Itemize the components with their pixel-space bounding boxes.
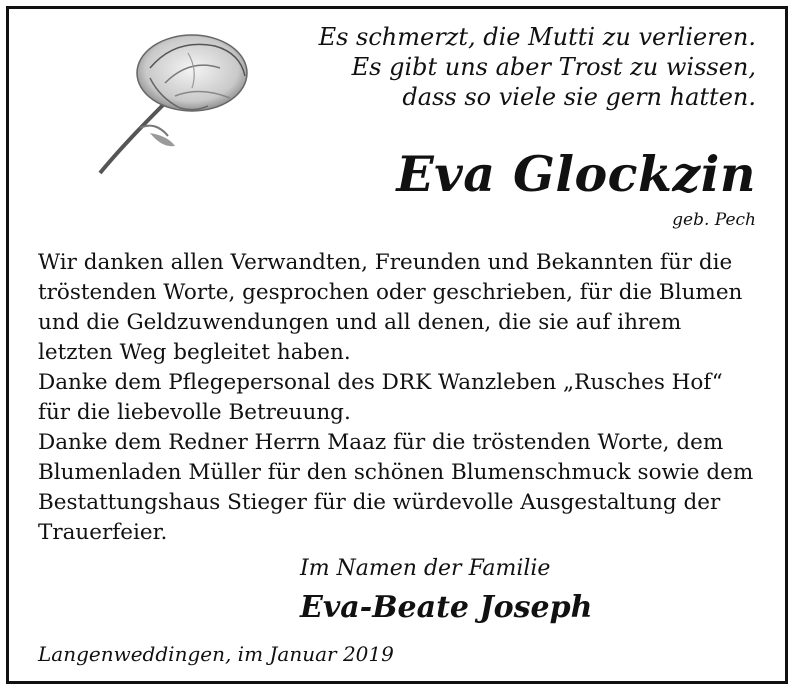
thanks-paragraph: Wir danken allen Verwandten, Freunden und Bekannten für die tröstenden Worte, gesprochen oder geschrieben, für die Blumen und die Geldzuwendungen und all denen, die sie auf ihrem letzten Weg begleitet haben. bbox=[38, 250, 743, 365]
memorial-quote bbox=[319, 22, 756, 112]
signer-name: Eva-Beate Joseph bbox=[300, 590, 593, 625]
thank-you-text bbox=[38, 248, 758, 548]
place-date: Langenweddingen, im Januar 2019 bbox=[38, 642, 394, 666]
deceased-name: Eva Glockzin bbox=[396, 145, 756, 203]
rose-icon bbox=[80, 28, 260, 178]
quote-line: Es gibt uns aber Trost zu wissen, bbox=[351, 53, 756, 81]
quote-line: Es schmerzt, die Mutti zu verlieren. bbox=[318, 23, 756, 51]
thanks-paragraph: Danke dem Pflegepersonal des DRK Wanzleben „Rusches Hof“ für die liebevolle Betreuung. bbox=[38, 370, 723, 425]
signature-label: Im Namen der Familie bbox=[300, 556, 551, 581]
maiden-name: geb. Pech bbox=[672, 210, 756, 230]
thanks-paragraph: Danke dem Redner Herrn Maaz für die tröstenden Worte, dem Blumenladen Müller für den schönen Blumenschmuck sowie dem Bestattungshaus Stieger für die würdevolle Ausgestaltung der Trauerfeier. bbox=[38, 430, 754, 545]
quote-line: dass so viele sie gern hatten. bbox=[402, 83, 756, 111]
